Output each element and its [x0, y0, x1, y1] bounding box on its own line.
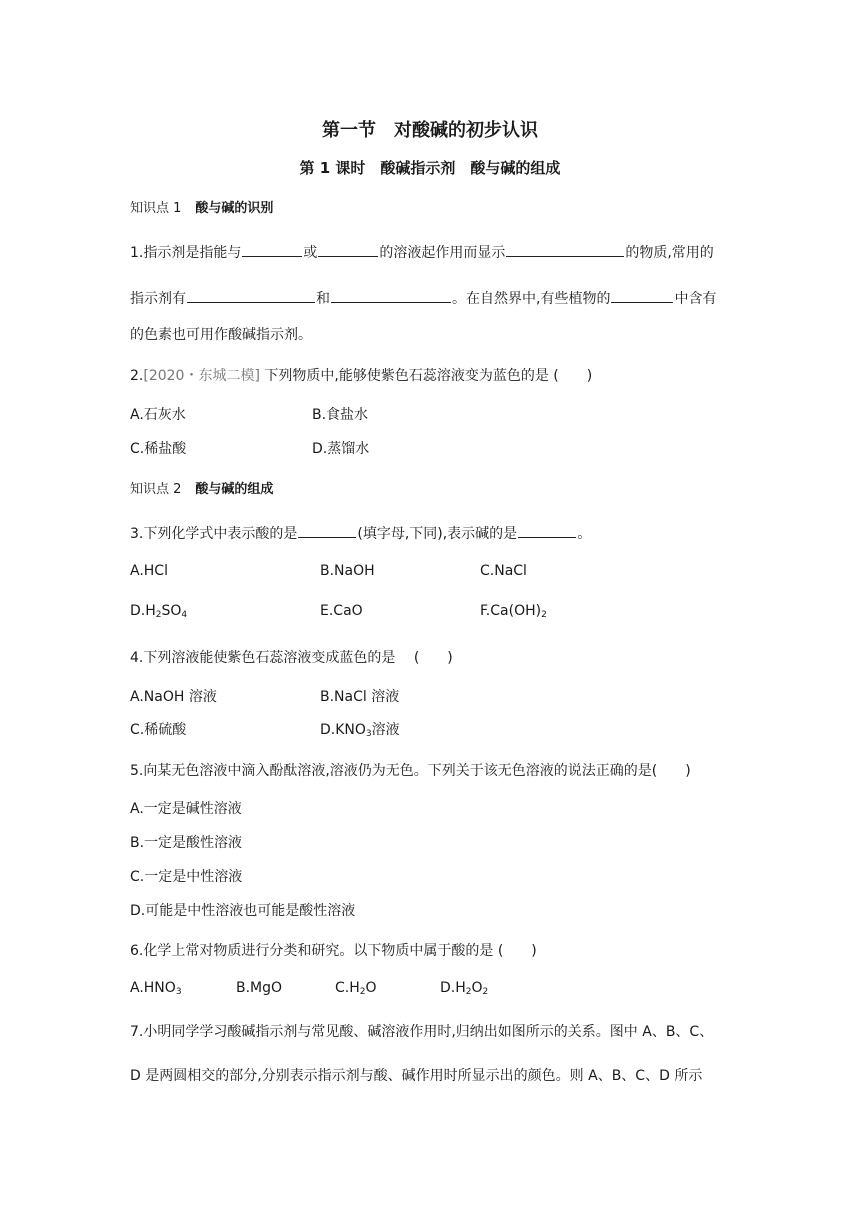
- option-c[interactable]: C.一定是中性溶液: [130, 869, 243, 885]
- option-b[interactable]: B.NaCl 溶液: [320, 689, 400, 705]
- answer-parentheses[interactable]: ( ): [553, 368, 593, 384]
- option-c[interactable]: C.稀盐酸: [130, 441, 187, 457]
- answer-blank[interactable]: [331, 288, 451, 303]
- answer-blank[interactable]: [242, 242, 302, 257]
- option-c[interactable]: C.NaCl: [480, 563, 527, 579]
- question-text: 6.化学上常对物质进行分类和研究。以下物质中属于酸的是: [130, 943, 494, 959]
- answer-blank[interactable]: [318, 242, 378, 257]
- question-text: 中含有: [674, 291, 717, 307]
- option-d[interactable]: D.可能是中性溶液也可能是酸性溶液: [130, 903, 356, 919]
- question-text: 。: [577, 526, 592, 542]
- lesson-subtitle: 第 1 课时 酸碱指示剂 酸与碱的组成: [299, 159, 561, 177]
- question-4: [130, 648, 453, 668]
- question-1-line-3: 的色素也可用作酸碱指示剂。: [130, 327, 312, 343]
- answer-parentheses[interactable]: ( ): [497, 943, 537, 959]
- knowledge-point-name: 酸与碱的组成: [195, 482, 274, 497]
- answer-blank[interactable]: [518, 523, 576, 538]
- question-text: 3.下列化学式中表示酸的是: [130, 526, 298, 542]
- question-text: 或: [303, 245, 318, 261]
- option-a[interactable]: $A.HNO_3$: [130, 980, 182, 997]
- question-5: 5.向某无色溶液中滴入酚酞溶液,溶液仍为无色。下列关于该无色溶液的说法正确的是( ): [130, 763, 691, 779]
- option-e[interactable]: E.CaO: [320, 603, 363, 619]
- question-text: 1.指示剂是指能与: [130, 245, 242, 261]
- question-text: 下列物质中,能够使紫色石蕊溶液变为蓝色的是: [264, 368, 549, 384]
- knowledge-point-1: [130, 199, 273, 219]
- option-b[interactable]: B.一定是酸性溶液: [130, 835, 243, 851]
- question-text: 指示剂有: [130, 291, 186, 307]
- question-1-line-2: [130, 288, 716, 309]
- option-c[interactable]: $C.H_2O$: [335, 980, 377, 997]
- option-b[interactable]: B.MgO: [236, 980, 283, 996]
- knowledge-point-2: [130, 480, 273, 500]
- question-text: 4.下列溶液能使紫色石蕊溶液变成蓝色的是: [130, 650, 396, 666]
- question-text: (填字母,下同),表示碱的是: [357, 526, 518, 542]
- option-b[interactable]: B.NaOH: [320, 563, 375, 579]
- option-d[interactable]: D.蒸馏水: [312, 441, 370, 457]
- knowledge-point-name: 酸与碱的识别: [195, 201, 274, 216]
- question-text: 的物质,常用的: [625, 245, 714, 261]
- option-c[interactable]: C.稀硫酸: [130, 722, 187, 738]
- answer-blank[interactable]: [611, 288, 673, 303]
- section-title: 第一节 对酸碱的初步认识: [322, 120, 538, 141]
- answer-blank[interactable]: [506, 242, 624, 257]
- option-d[interactable]: $D.KNO_3$溶液: [320, 722, 400, 739]
- question-1-line-1: [130, 242, 714, 263]
- question-text: 的溶液起作用而显示: [379, 245, 506, 261]
- question-text: 和: [316, 291, 330, 307]
- option-a[interactable]: A.石灰水: [130, 407, 186, 423]
- knowledge-point-label: 知识点 2: [130, 482, 182, 497]
- knowledge-point-label: 知识点 1: [130, 201, 182, 216]
- question-source: [2020・东城二模]: [143, 368, 260, 384]
- option-d[interactable]: $D.H_2O_2$: [440, 980, 489, 997]
- question-number: 2.: [130, 368, 144, 384]
- question-7-line-1: 7.小明同学学习酸碱指示剂与常见酸、碱溶液作用时,归纳出如图所示的关系。图中 A、B、C、: [130, 1024, 714, 1040]
- option-d[interactable]: $D.H_2SO_4$: [130, 603, 188, 620]
- option-f[interactable]: $F.Ca(OH)_2$: [480, 603, 547, 620]
- question-text: 。在自然界中,有些植物的: [452, 291, 611, 307]
- option-b[interactable]: B.食盐水: [312, 407, 369, 423]
- question-2: [130, 366, 592, 386]
- option-a[interactable]: A.一定是碱性溶液: [130, 801, 242, 817]
- answer-blank[interactable]: [298, 523, 356, 538]
- option-a[interactable]: A.HCl: [130, 563, 168, 579]
- answer-blank[interactable]: [187, 288, 315, 303]
- option-a[interactable]: A.NaOH 溶液: [130, 689, 217, 705]
- question-7-line-2: D 是两圆相交的部分,分别表示指示剂与酸、碱作用时所显示出的颜色。则 A、B、C、D 所示: [130, 1068, 703, 1084]
- answer-parentheses[interactable]: ( ): [413, 650, 453, 666]
- question-6: [130, 941, 537, 961]
- question-3: [130, 523, 591, 544]
